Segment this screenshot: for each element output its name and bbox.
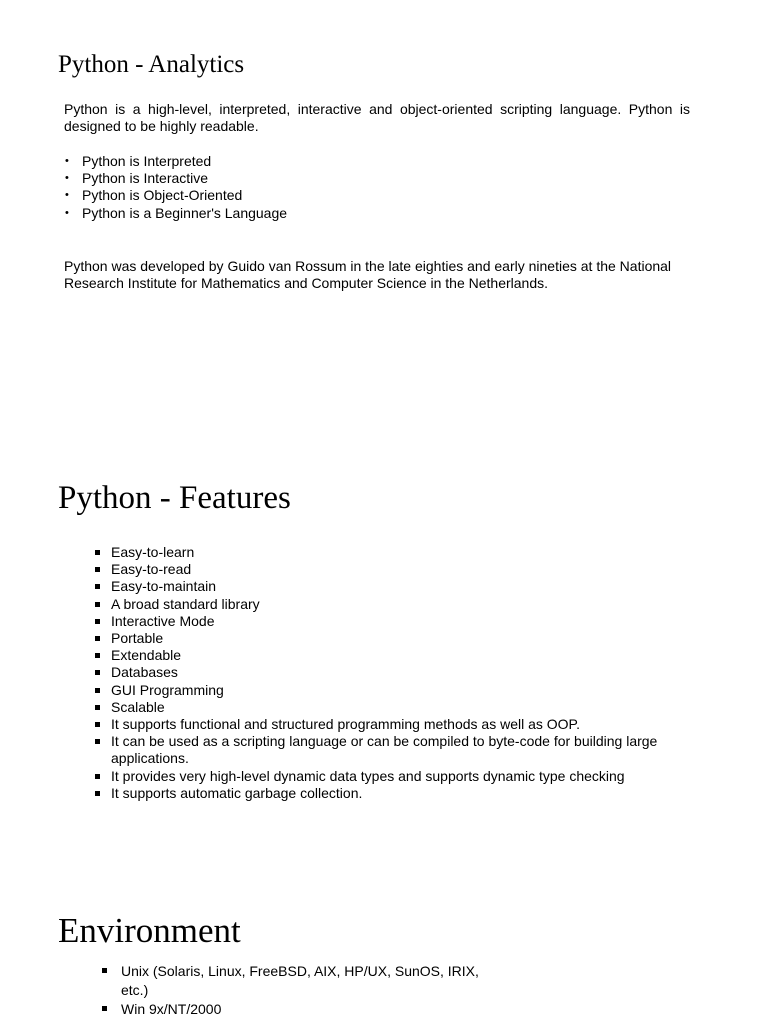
square-bullet-icon: [95, 619, 100, 624]
square-bullet-icon: [95, 567, 100, 572]
square-bullet-icon: [102, 1006, 107, 1011]
bullet-icon: •: [65, 172, 69, 185]
square-bullet-icon: [95, 670, 100, 675]
bullet-icon: •: [65, 155, 69, 167]
bullet-icon: •: [65, 206, 69, 219]
square-bullet-icon: [95, 791, 100, 796]
list-item: Easy-to-maintain: [93, 578, 693, 595]
square-bullet-icon: [95, 602, 100, 607]
list-item: Unix (Solaris, Linux, FreeBSD, AIX, HP/UX, SunOS, IRIX, etc.): [101, 962, 481, 1000]
bullet-icon: •: [65, 189, 69, 202]
square-bullet-icon: [95, 550, 100, 555]
square-bullet-icon: [95, 688, 100, 693]
square-bullet-icon: [95, 705, 100, 710]
list-item: Extendable: [93, 647, 693, 664]
analytics-title: Python - Analytics: [58, 51, 245, 78]
list-item: It supports functional and structured programming methods as well as OOP.: [93, 716, 693, 733]
intro-paragraph: Python is a high-level, interpreted, interactive and object-oriented scripting language. Python is designed to be highly readable.: [64, 101, 690, 135]
list-item: A broad standard library: [93, 596, 693, 613]
square-bullet-icon: [95, 584, 100, 589]
features-title: Python - Features: [58, 480, 291, 516]
square-bullet-icon: [95, 653, 100, 658]
list-item: It provides very high-level dynamic data types and supports dynamic type checking: [93, 768, 693, 785]
square-bullet-icon: [95, 739, 100, 744]
intro-bullet-list: [64, 153, 704, 222]
environment-title: Environment: [58, 911, 241, 950]
list-item: It can be used as a scripting language or can be compiled to byte-code for building large applications.: [93, 733, 693, 767]
list-item: Portable: [93, 630, 693, 647]
features-list: [93, 544, 693, 802]
list-item: It supports automatic garbage collection.: [93, 785, 693, 802]
list-item: Easy-to-read: [93, 561, 693, 578]
list-item: Databases: [93, 664, 693, 681]
list-item: • Python is Object-Oriented: [65, 187, 243, 204]
square-bullet-icon: [95, 636, 100, 641]
list-item: Scalable: [93, 699, 693, 716]
square-bullet-icon: [95, 774, 100, 779]
list-item: Win 9x/NT/2000: [101, 1000, 481, 1019]
list-item: Easy-to-learn: [93, 544, 693, 561]
history-paragraph: Python was developed by Guido van Rossum in the late eighties and early nineties at the National Research Institute for Mathematics and Computer Science in the Netherlands.: [64, 258, 672, 292]
list-item: • Python is Interactive: [65, 170, 209, 187]
square-bullet-icon: [95, 722, 100, 727]
list-item: • Python is a Beginner's Language: [65, 204, 288, 221]
list-item: GUI Programming: [93, 682, 693, 699]
list-item: Interactive Mode: [93, 613, 693, 630]
environment-list: [101, 962, 481, 1019]
list-item: • Python is Interpreted: [65, 153, 212, 169]
square-bullet-icon: [102, 968, 107, 973]
